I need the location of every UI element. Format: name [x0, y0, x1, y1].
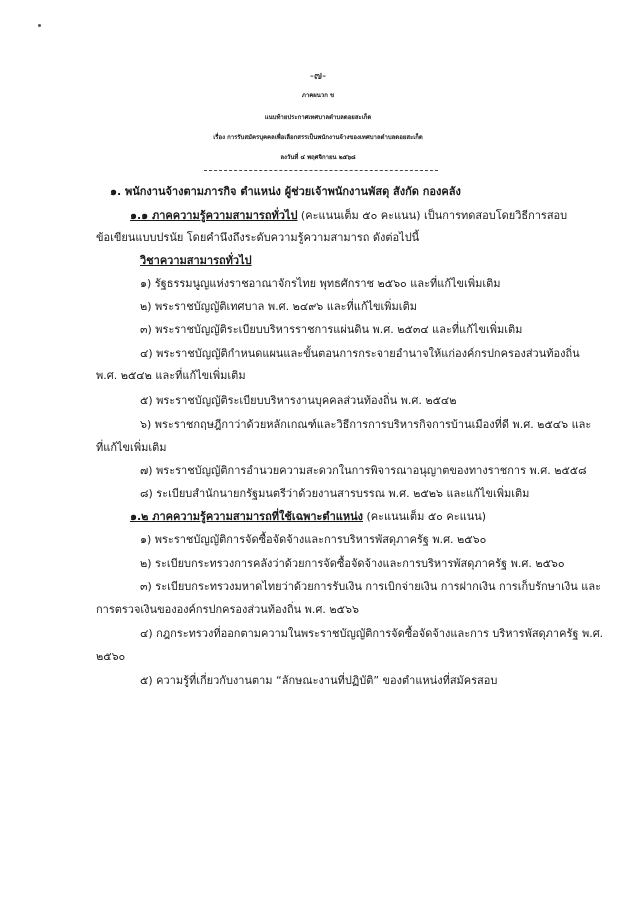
- part1-desc: (คะแนนเต็ม ๕๐ คะแนน) เป็นการทดสอบโดยวิธีการสอบ: [297, 209, 568, 222]
- part2-heading: ๑.๒ ภาคความรู้ความสามารถที่ใช้เฉพาะตำแหน่ง: [130, 510, 363, 523]
- part2-line: [130, 507, 486, 525]
- list-item: ๒) พระราชบัญญัติเทศบาล พ.ศ. ๒๔๙๖ และที่แก้ไขเพิ่มเติม: [140, 300, 417, 313]
- list-item: ๕) พระราชบัญญัติระเบียบบริหารงานบุคคลส่วนท้องถิ่น พ.ศ. ๒๕๔๒: [140, 394, 457, 407]
- list-item: ๑) รัฐธรรมนูญแห่งราชอาณาจักรไทย พุทธศักราช ๒๕๖๐ และที่แก้ไขเพิ่มเติม: [140, 277, 501, 290]
- list-item: ๔) พระราชบัญญัติกำหนดแผนและขั้นตอนการกระจายอำนาจให้แก่องค์กรปกครองส่วนท้องถิ่น: [140, 347, 580, 360]
- list-item-cont: การตรวจเงินขององค์กรปกครองส่วนท้องถิ่น พ.ศ. ๒๕๖๖: [96, 603, 359, 616]
- page-number: -๗-: [309, 69, 327, 82]
- part1-desc-cont: ข้อเขียนแบบปรนัย โดยคำนึงถึงระดับความรู้ความสามารถ ดังต่อไปนี้: [96, 231, 420, 244]
- list-item-cont: พ.ศ. ๒๕๔๒ และที่แก้ไขเพิ่มเติม: [96, 369, 246, 382]
- list-item: ๖) พระราชกฤษฎีกาว่าด้วยหลักเกณฑ์และวิธีการการบริหารกิจการบ้านเมืองที่ดี พ.ศ. ๒๕๔๖ และ: [140, 418, 592, 431]
- subject-line: เรื่อง การรับสมัครบุคคลเพื่อเลือกสรรเป็นพนักงานจ้างของเทศบาลตำบลดอยสะเก็ด: [213, 134, 423, 141]
- list-item: ๔) กฎกระทรวงที่ออกตามความในพระราชบัญญัติการจัดซื้อจัดจ้างและการ บริหารพัสดุภาครัฐ พ.ศ.: [140, 627, 604, 640]
- part1-line: [130, 206, 567, 224]
- scan-dot-mark: [38, 24, 41, 27]
- list-item: ๘) ระเบียบสำนักนายกรัฐมนตรีว่าด้วยงานสารบรรณ พ.ศ. ๒๕๒๖ และแก้ไขเพิ่มเติม: [140, 487, 530, 500]
- date-line: ลงวันที่ ๔ พฤศจิกายน ๒๕๖๘: [280, 154, 356, 161]
- part1-heading: ๑.๑ ภาคความรู้ความสามารถทั่วไป: [130, 209, 298, 222]
- attachment-line: แนบท้ายประกาศเทศบาลตำบลดอยสะเก็ด: [264, 114, 372, 121]
- list-item: ๓) ระเบียบกระทรวงมหาดไทยว่าด้วยการรับเงิน การเบิกจ่ายเงิน การฝากเงิน การเก็บรักษาเงิน และ: [140, 580, 601, 593]
- annex-title: ภาคผนวก ข: [301, 92, 335, 99]
- section-title: ๑. พนักงานจ้างตามภารกิจ ตำแหน่ง ผู้ช่วยเจ้าพนักงานพัสดุ สังกัด กองคลัง: [110, 185, 461, 198]
- list-item: ๗) พระราชบัญญัติการอำนวยความสะดวกในการพิจารณาอนุญาตของทางราชการ พ.ศ. ๒๕๕๘: [140, 464, 587, 477]
- list-item: ๑) พระราชบัญญัติการจัดซื้อจัดจ้างและการบริหารพัสดุภาครัฐ พ.ศ. ๒๕๖๐: [140, 533, 487, 546]
- part2-desc: (คะแนนเต็ม ๕๐ คะแนน): [362, 510, 487, 523]
- list-item: ๓) พระราชบัญญัติระเบียบบริหารราชการแผ่นดิน พ.ศ. ๒๕๓๔ และที่แก้ไขเพิ่มเติม: [140, 323, 523, 336]
- list-item-cont: ๒๕๖๐: [96, 650, 126, 663]
- separator-line: [204, 170, 438, 171]
- part1-subheading: วิชาความสามารถทั่วไป: [140, 254, 252, 267]
- list-item: ๒) ระเบียบกระทรวงการคลังว่าด้วยการจัดซื้อจัดจ้างและการบริหารพัสดุภาครัฐ พ.ศ. ๒๕๖๐: [140, 557, 565, 570]
- list-item: ๕) ความรู้ที่เกี่ยวกับงานตาม “ลักษณะงานที่ปฏิบัติ” ของตำแหน่งที่สมัครสอบ: [140, 674, 498, 687]
- list-item-cont: ที่แก้ไขเพิ่มเติม: [96, 441, 167, 454]
